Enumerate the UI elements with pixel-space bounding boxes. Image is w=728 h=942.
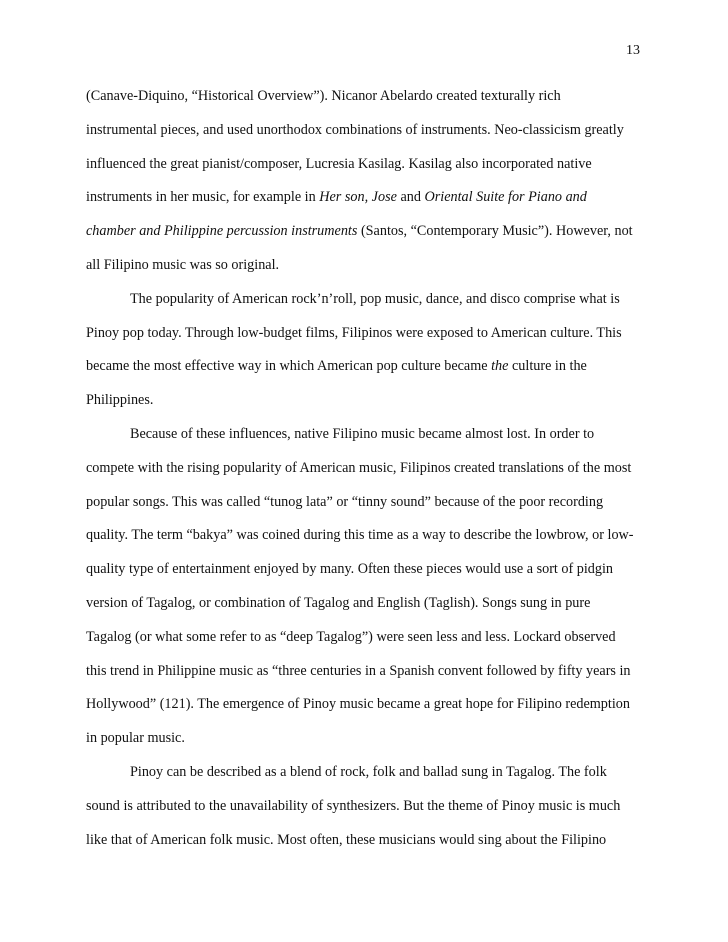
text-line bbox=[86, 223, 633, 239]
text-run: compete with the rising popularity of American music, Filipinos created translations of the most bbox=[86, 460, 632, 476]
text-line bbox=[86, 122, 624, 138]
text-run: instruments in her music, for example in bbox=[86, 189, 320, 205]
text-run: like that of American folk music. Most often, these musicians would sing about the Filipino bbox=[86, 832, 607, 848]
text-run: sound is attributed to the unavailability of synthesizers. But the theme of Pinoy music is much bbox=[86, 798, 621, 814]
italic-title: chamber and Philippine percussion instruments bbox=[86, 223, 358, 239]
text-line bbox=[86, 460, 631, 476]
text-run: culture in the bbox=[508, 358, 587, 374]
text-run: Hollywood” (121). The emergence of Pinoy music became a great hope for Filipino redemption bbox=[86, 696, 630, 712]
text-line bbox=[86, 325, 622, 341]
text-run: Tagalog (or what some refer to as “deep Tagalog”) were seen less and less. Lockard observed bbox=[86, 629, 616, 645]
text-run: The popularity of American rock’n’roll, pop music, dance, and disco comprise what is bbox=[130, 291, 620, 307]
text-run: Pinoy can be described as a blend of rock, folk and ballad sung in Tagalog. The folk bbox=[130, 764, 607, 780]
text-run: popular songs. This was called “tunog lata” or “tinny sound” because of the poor recording bbox=[86, 494, 604, 510]
text-run: this trend in Philippine music as “three centuries in a Spanish convent followed by fifty years in bbox=[86, 663, 631, 679]
text-line bbox=[130, 291, 620, 307]
text-run: all Filipino music was so original. bbox=[86, 257, 280, 273]
text-run: Pinoy pop today. Through low-budget films, Filipinos were exposed to American culture. This bbox=[86, 325, 622, 341]
text-line bbox=[86, 629, 616, 645]
text-line bbox=[86, 527, 634, 543]
text-line bbox=[130, 764, 607, 780]
text-line bbox=[130, 426, 594, 442]
italic-title: Oriental Suite for Piano and bbox=[424, 189, 587, 205]
text-line bbox=[86, 798, 620, 814]
text-line bbox=[86, 88, 561, 104]
text-line bbox=[86, 189, 587, 205]
text-run: Philippines. bbox=[86, 392, 154, 408]
page-number: 13 bbox=[626, 43, 640, 58]
text-run: (Santos, “Contemporary Music”). However, not bbox=[357, 223, 633, 239]
text-run: and bbox=[396, 189, 425, 205]
text-line bbox=[86, 730, 185, 746]
italic-title: Her son, Jose bbox=[319, 189, 397, 205]
text-line bbox=[86, 494, 603, 510]
text-line bbox=[86, 595, 590, 611]
text-line bbox=[86, 663, 631, 679]
text-line bbox=[86, 392, 153, 408]
text-run: quality. The term “bakya” was coined during this time as a way to describe the lowbrow, or low- bbox=[86, 527, 634, 543]
italic-title: the bbox=[491, 358, 509, 374]
text-line bbox=[86, 696, 630, 712]
text-run: Because of these influences, native Filipino music became almost lost. In order to bbox=[130, 426, 595, 442]
text-line bbox=[86, 358, 587, 374]
text-run: in popular music. bbox=[86, 730, 185, 746]
text-run: quality type of entertainment enjoyed by many. Often these pieces would use a sort of pidgin bbox=[86, 561, 614, 577]
text-line bbox=[86, 156, 592, 172]
text-run: became the most effective way in which American pop culture became bbox=[86, 358, 492, 374]
text-run: instrumental pieces, and used unorthodox combinations of instruments. Neo-classicism greatly bbox=[86, 122, 624, 138]
text-run: influenced the great pianist/composer, Lucresia Kasilag. Kasilag also incorporated native bbox=[86, 156, 592, 172]
text-line bbox=[86, 257, 279, 273]
text-run: (Canave-Diquino, “Historical Overview”). Nicanor Abelardo created texturally rich bbox=[86, 88, 561, 104]
text-run: version of Tagalog, or combination of Tagalog and English (Taglish). Songs sung in pure bbox=[86, 595, 591, 611]
text-line bbox=[86, 561, 613, 577]
text-line bbox=[86, 832, 606, 848]
